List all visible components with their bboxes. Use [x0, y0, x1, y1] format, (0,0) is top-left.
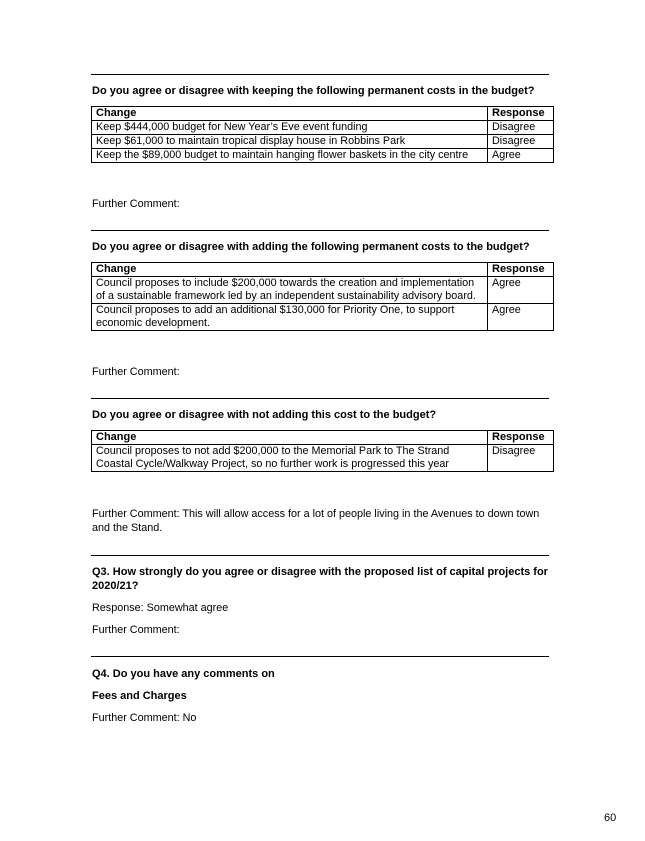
section-divider [91, 74, 549, 75]
response-cell: Agree [488, 149, 554, 163]
q4-heading: Q4. Do you have any comments on [92, 668, 275, 680]
further-comment: Further Comment: This will allow access for a lot of people living in the Avenues to down town and the Stand. [92, 508, 540, 534]
response-cell: Disagree [488, 445, 554, 472]
question-heading: Do you agree or disagree with adding the following permanent costs to the budget? [92, 241, 530, 253]
table-row [92, 149, 554, 163]
column-header-response: Response [488, 263, 554, 277]
question-heading: Do you agree or disagree with not adding this cost to the budget? [92, 409, 437, 421]
table-row [92, 135, 554, 149]
table-header-row [92, 263, 554, 277]
section-divider [91, 230, 549, 231]
section-divider [91, 398, 549, 399]
further-comment: Further Comment: No [92, 712, 197, 724]
table-header-row [92, 431, 554, 445]
change-cell: Keep $61,000 to maintain tropical display house in Robbins Park [92, 135, 488, 149]
table-row [92, 445, 554, 472]
section-divider [91, 555, 549, 556]
response-table [91, 106, 554, 163]
further-comment: Further Comment: [92, 624, 180, 636]
further-comment: Further Comment: [92, 366, 180, 378]
response-table [91, 262, 554, 331]
page-number: 60 [604, 812, 617, 824]
column-header-change: Change [92, 431, 488, 445]
further-comment: Further Comment: [92, 198, 180, 210]
change-cell: Keep the $89,000 budget to maintain hanging flower baskets in the city centre [92, 149, 488, 163]
column-header-change: Change [92, 107, 488, 121]
q4-subheading: Fees and Charges [92, 690, 187, 702]
q3-response: Response: Somewhat agree [92, 602, 229, 614]
column-header-response: Response [488, 107, 554, 121]
table-row [92, 304, 554, 331]
column-header-response: Response [488, 431, 554, 445]
column-header-change: Change [92, 263, 488, 277]
response-table [91, 430, 554, 472]
change-cell: Council proposes to include $200,000 towards the creation and implementation of a sustainable framework led by an independent sustainability advisory board. [92, 277, 488, 304]
response-cell: Disagree [488, 135, 554, 149]
response-cell: Agree [488, 304, 554, 331]
change-cell: Keep $444,000 budget for New Year’s Eve event funding [92, 121, 488, 135]
change-cell: Council proposes to not add $200,000 to the Memorial Park to The Strand Coastal Cycle/Walkway Project, so no further work is progressed this year [92, 445, 488, 472]
response-cell: Agree [488, 277, 554, 304]
section-divider [91, 656, 549, 657]
q3-heading: Q3. How strongly do you agree or disagree with the proposed list of capital projects for 2020/21? [92, 566, 548, 592]
change-cell: Council proposes to add an additional $130,000 for Priority One, to support economic development. [92, 304, 488, 331]
question-heading: Do you agree or disagree with keeping the following permanent costs in the budget? [92, 85, 535, 97]
response-cell: Disagree [488, 121, 554, 135]
table-row [92, 277, 554, 304]
table-header-row [92, 107, 554, 121]
table-row [92, 121, 554, 135]
